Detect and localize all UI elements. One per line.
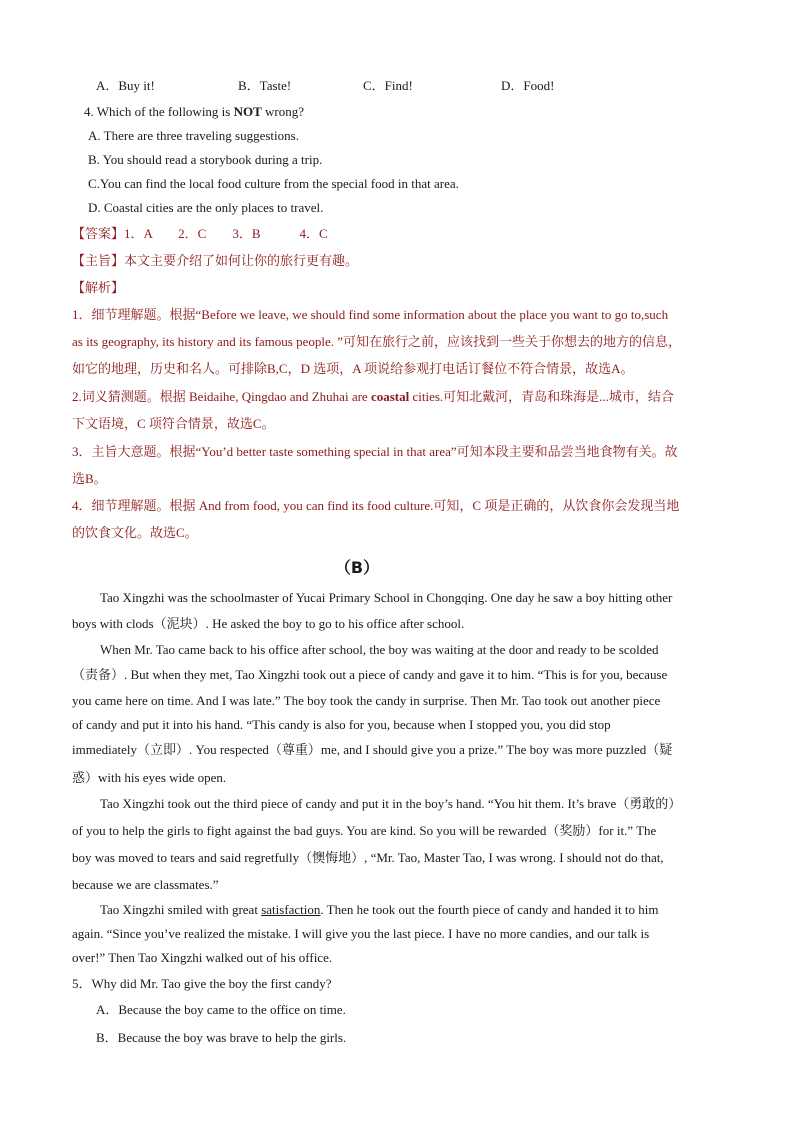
passage-p1-line-1: Tao Xingzhi was the schoolmaster of Yucai Primary School in Chongqing. One day he saw a boy hitting other [100,590,673,605]
analysis-2-text: 2.词义猜测题。根据 Beidaihe, Qingdao and Zhuhai are [72,389,371,404]
analysis-1-line-1: 1．细节理解题。根据“Before we leave, we should find some information about the place you want to go to,such [72,307,669,322]
analysis-2-text-end: cities.可知北戴河，青岛和珠海是...城市，结合 [409,389,674,404]
passage-p1-line-2: boys with clods（泥块）. He asked the boy to go to his office after school. [72,616,465,631]
passage-p4-line-3: over!” Then Tao Xingzhi walked out of his office. [72,950,333,965]
analysis-2-line-2: 下文语境，C 项符合情景，故选C。 [72,416,275,431]
q4-stem-end: wrong? [261,104,305,119]
q4-option-a: A. There are three traveling suggestions. [88,128,299,143]
q3-option-d: D．Food! [501,78,555,93]
passage-p3-line-2: of you to help the girls to fight against the bad guys. You are kind. So you will be rewarded（奖励）for it.” The [72,823,657,838]
passage-p4-text: Tao Xingzhi smiled with great [100,902,262,917]
q4-option-d: D. Coastal cities are the only places to travel. [88,200,324,215]
passage-p2-line-1: When Mr. Tao came back to his office after school, the boy was waiting at the door and ready to be scolded [100,642,659,657]
q5-option-b: B．Because the boy was brave to help the girls. [96,1030,347,1045]
passage-p4-line-2: again. “Since you’ve realized the mistake. I will give you the last piece. I have no more candies, and our talk is [72,926,650,941]
section-title: （B） [334,558,380,577]
passage-p3-line-4: because we are classmates.” [72,877,219,892]
passage-p2-line-2: （责备）. But when they met, Tao Xingzhi took out a piece of candy and gave it to him. “This is for you, because [72,667,668,682]
analysis-4-line-2: 的饮食文化。故选C。 [72,525,198,540]
analysis-4-line-1: 4．细节理解题。根据 And from food, you can find its food culture.可知，C 项是正确的，从饮食你会发现当地 [72,498,680,513]
q3-option-b: B．Taste! [238,78,292,93]
passage-p2-line-5: immediately（立即）. You respected（尊重）me, and I should give you a prize.” The boy was more puzzled（疑 [72,742,673,757]
q5-stem: 5．Why did Mr. Tao give the boy the first candy? [72,976,332,991]
q4-option-c: C.You can find the local food culture from the special food in that area. [88,176,459,191]
passage-p4-line-1 [100,902,658,918]
passage-p2-line-3: you came here on time. And I was late.” The boy took the candy in surprise. Then Mr. Tao took out another piece [72,693,661,708]
q4-stem-emphasis: NOT [233,104,262,119]
analysis-1-line-3: 如它的地理，历史和名人。可排除B,C，D 选项，A 项说给参观打电话订餐位不符合情景，故选A。 [72,361,634,376]
answer-line: 【答案】1．A 2．C 3．B 4．C [72,226,328,241]
q4-option-b: B. You should read a storybook during a trip. [88,152,323,167]
analysis-3-line-2: 选B。 [72,471,107,486]
passage-p3-line-1: Tao Xingzhi took out the third piece of candy and put it in the boy’s hand. “You hit them. It’s brave（勇敢的） [100,796,682,811]
q4-stem-text: 4. Which of the following is [84,104,234,119]
theme-line: 【主旨】本文主要介绍了如何让你的旅行更有趣。 [72,253,359,268]
q3-option-c: C．Find! [363,78,413,93]
analysis-2-keyword: coastal [370,389,410,404]
passage-p2-line-6: 惑）with his eyes wide open. [72,770,227,785]
q4-stem [84,104,304,120]
q5-option-a: A．Because the boy came to the office on time. [96,1002,346,1017]
passage-p3-line-3: boy was moved to tears and said regretfully（懊悔地）, “Mr. Tao, Master Tao, I was wrong. I should not do that, [72,850,664,865]
q3-option-a: A．Buy it! [96,78,155,93]
analysis-1-line-2: as its geography, its history and its famous people. ”可知在旅行之前，应该找到一些关于你想去的地方的信息， [72,334,682,349]
analysis-3-line-1: 3．主旨大意题。根据“You’d better taste something special in that area”可知本段主要和品尝当地食物有关。故 [72,444,678,459]
passage-p4-text-end: . Then he took out the fourth piece of candy and handed it to him [320,902,659,917]
analysis-label: 【解析】 [72,280,125,295]
passage-p2-line-4: of candy and put it into his hand. “This candy is also for you, because when I stopped you, you did stop [72,717,611,732]
analysis-2-line-1 [72,389,674,405]
q3-options-row [96,78,554,94]
passage-p4-underlined-word: satisfaction [261,902,321,917]
